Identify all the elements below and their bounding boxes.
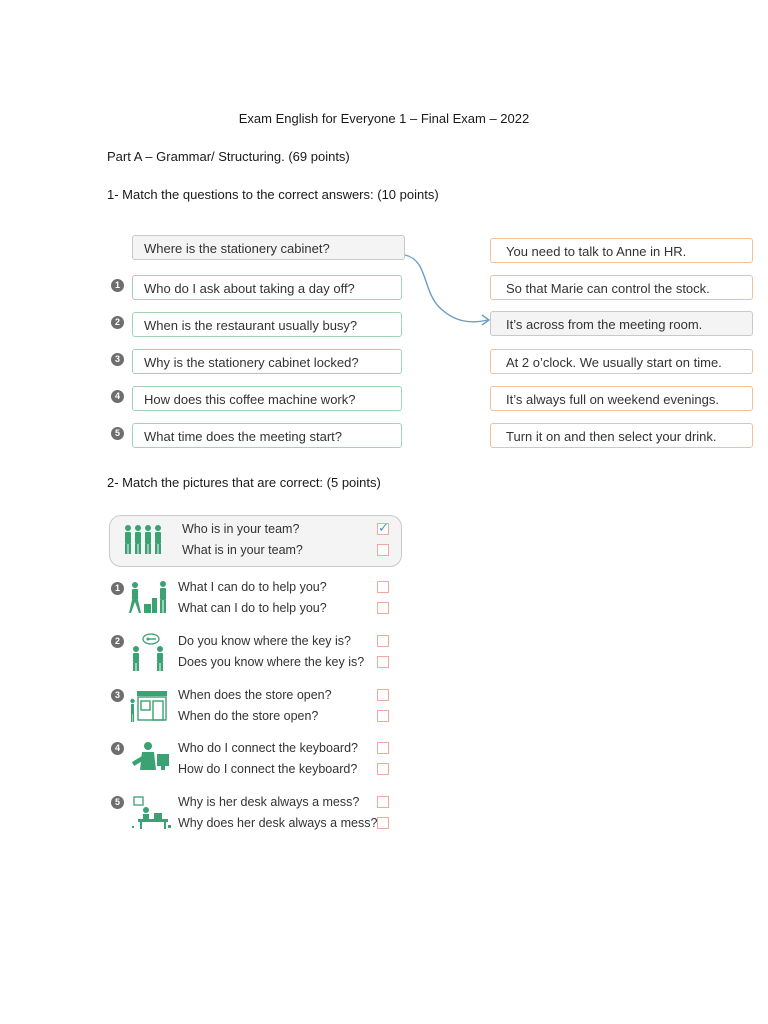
answer-checkbox[interactable] xyxy=(377,796,389,808)
answer-checkbox[interactable] xyxy=(377,817,389,829)
option-text: When does the store open? xyxy=(178,688,332,702)
exercise2-heading: 2- Match the pictures that are correct: (5 points) xyxy=(107,475,381,490)
question-number: 5 xyxy=(111,427,124,440)
example-question: Where is the stationery cabinet? xyxy=(132,235,405,260)
answer-checkbox[interactable] xyxy=(377,742,389,754)
question-number: 1 xyxy=(111,279,124,292)
answer-checkbox[interactable] xyxy=(377,656,389,668)
exercise1-heading: 1- Match the questions to the correct answers: (10 points) xyxy=(107,187,439,202)
question-box[interactable]: When is the restaurant usually busy? xyxy=(132,312,402,337)
option-text: Does you know where the key is? xyxy=(178,655,365,669)
keyboard-computer-icon xyxy=(130,740,172,776)
answer-checkbox[interactable] xyxy=(377,763,389,775)
answer-checkbox[interactable] xyxy=(377,710,389,722)
question-box[interactable]: What time does the meeting start? xyxy=(132,423,402,448)
checkmark-icon: ✓ xyxy=(378,520,389,535)
option-text: Do you know where the key is? xyxy=(178,634,352,648)
item-number: 5 xyxy=(111,796,124,809)
example-answer: It’s across from the meeting room. xyxy=(490,311,753,336)
question-box[interactable]: How does this coffee machine work? xyxy=(132,386,402,411)
question-number: 2 xyxy=(111,316,124,329)
example-option: Who is in your team? xyxy=(182,522,300,536)
store-icon xyxy=(128,688,170,724)
key-question-icon xyxy=(129,632,169,672)
example-checkbox xyxy=(377,544,389,556)
option-text: What I can do to help you? xyxy=(178,580,327,594)
option-text: What can I do to help you? xyxy=(178,601,327,615)
answer-box[interactable]: So that Marie can control the stock. xyxy=(490,275,753,300)
item-number: 4 xyxy=(111,742,124,755)
part-heading: Part A – Grammar/ Structuring. (69 points) xyxy=(107,149,350,164)
messy-desk-icon xyxy=(130,795,172,831)
item-number: 1 xyxy=(111,582,124,595)
answer-checkbox[interactable] xyxy=(377,635,389,647)
answer-checkbox[interactable] xyxy=(377,602,389,614)
item-number: 2 xyxy=(111,635,124,648)
option-text: Who do I connect the keyboard? xyxy=(178,741,358,755)
option-text: When do the store open? xyxy=(178,709,319,723)
example-checkbox-checked xyxy=(377,520,389,535)
answer-box[interactable]: At 2 o’clock. We usually start on time. xyxy=(490,349,753,374)
item-number: 3 xyxy=(111,689,124,702)
example-option: What is in your team? xyxy=(182,543,303,557)
answer-box[interactable]: Turn it on and then select your drink. xyxy=(490,423,753,448)
exam-title: Exam English for Everyone 1 – Final Exam – 2022 xyxy=(238,111,530,126)
example-match-arrow-icon xyxy=(400,250,492,330)
question-box[interactable]: Why is the stationery cabinet locked? xyxy=(132,349,402,374)
helping-people-icon xyxy=(127,580,169,616)
option-text: Why does her desk always a mess? xyxy=(178,816,378,830)
option-text: How do I connect the keyboard? xyxy=(178,762,358,776)
answer-box[interactable]: It’s always full on weekend evenings. xyxy=(490,386,753,411)
question-number: 4 xyxy=(111,390,124,403)
question-box[interactable]: Who do I ask about taking a day off? xyxy=(132,275,402,300)
team-icon xyxy=(122,523,164,557)
answer-checkbox[interactable] xyxy=(377,581,389,593)
option-text: Why is her desk always a mess? xyxy=(178,795,360,809)
answer-checkbox[interactable] xyxy=(377,689,389,701)
question-number: 3 xyxy=(111,353,124,366)
answer-box[interactable]: You need to talk to Anne in HR. xyxy=(490,238,753,263)
